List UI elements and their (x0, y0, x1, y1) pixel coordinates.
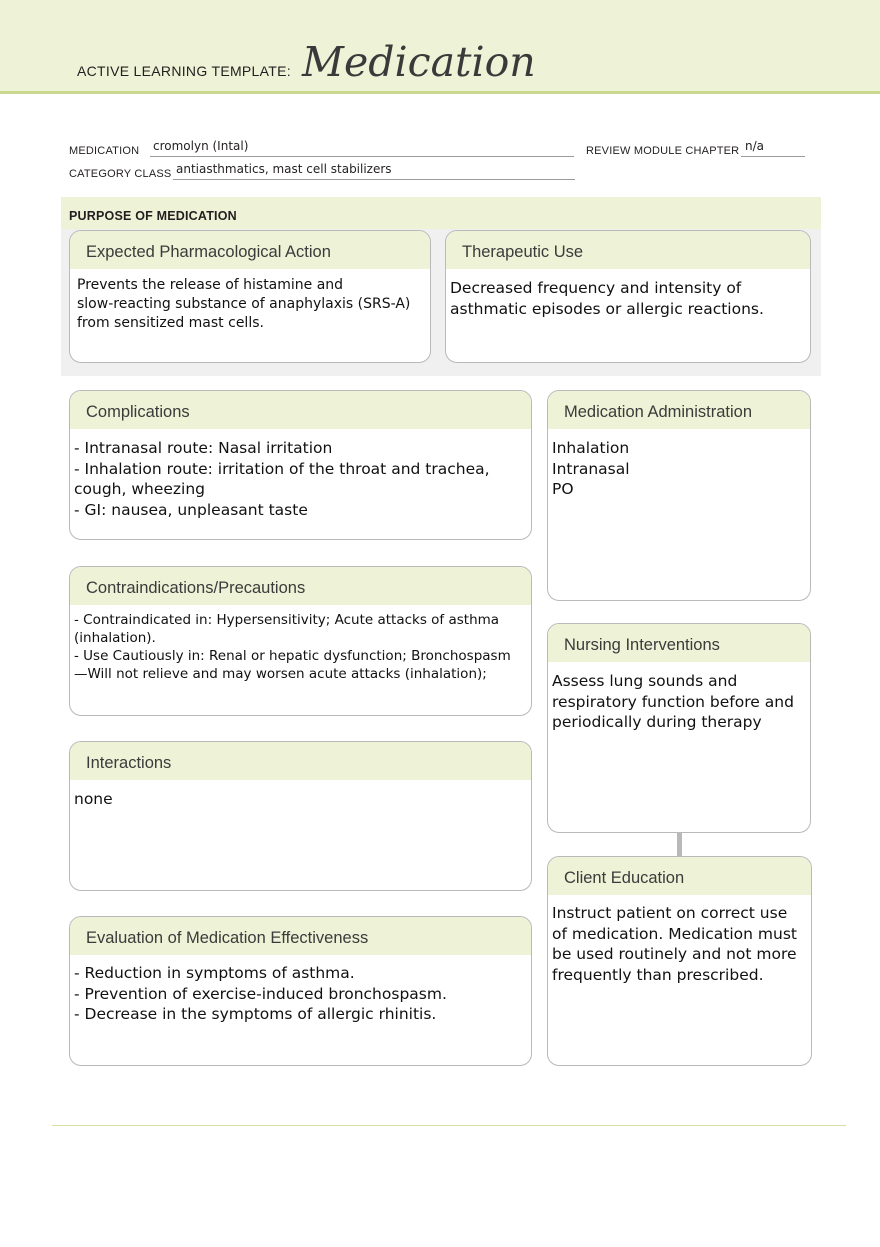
client-education-text[interactable]: Instruct patient on correct use of medication. Medication must be used routinely and not more frequently than prescribed. (552, 904, 797, 984)
review-module-label: REVIEW MODULE CHAPTER (586, 145, 740, 157)
evaluation-box (69, 916, 532, 1066)
header-divider (0, 91, 880, 94)
therapeutic-use-title: Therapeutic Use (462, 243, 584, 261)
medication-field[interactable]: cromolyn (Intal) (153, 139, 249, 153)
page-title: Medication (302, 38, 536, 86)
pharmacological-action-title: Expected Pharmacological Action (86, 243, 331, 261)
complications-text[interactable]: - Intranasal route: Nasal irritation - Inhalation route: irritation of the throat and trachea, cough, wheezing - GI: nausea, unpleasant taste (74, 439, 490, 519)
review-module-field[interactable]: n/a (745, 139, 765, 153)
contraindications-title: Contraindications/Precautions (86, 579, 306, 597)
medication-administration-text[interactable]: Inhalation Intranasal PO (552, 439, 630, 498)
medication-administration-title: Medication Administration (564, 403, 753, 421)
pharmacological-action-box (69, 230, 431, 363)
template-label: ACTIVE LEARNING TEMPLATE: (77, 63, 291, 79)
interactions-title: Interactions (86, 754, 172, 772)
medication-label: MEDICATION (69, 145, 140, 157)
contraindications-text[interactable]: - Contraindicated in: Hypersensitivity; Acute attacks of asthma (inhalation). - Use Cautiously in: Renal or hepatic dysfunction; Bronchospasm —Will not relieve and may worsen acute attacks (inhalation); (74, 612, 511, 682)
nursing-interventions-text[interactable]: Assess lung sounds and respiratory function before and periodically during therapy (552, 672, 794, 731)
category-class-field[interactable]: antiasthmatics, mast cell stabilizers (176, 162, 392, 176)
client-education-box (547, 856, 812, 1066)
nursing-interventions-title: Nursing Interventions (564, 636, 720, 654)
evaluation-title: Evaluation of Medication Effectiveness (86, 929, 369, 947)
category-class-underline (173, 179, 575, 180)
category-class-label: CATEGORY CLASS (69, 168, 172, 180)
client-education-title: Client Education (564, 869, 685, 887)
contraindications-box (69, 566, 532, 716)
connector-line (677, 832, 682, 856)
evaluation-text[interactable]: - Reduction in symptoms of asthma. - Prevention of exercise-induced bronchospasm. - Decrease in the symptoms of allergic rhinitis. (74, 964, 447, 1023)
medication-administration-box (547, 390, 811, 601)
purpose-label: PURPOSE OF MEDICATION (69, 209, 237, 223)
pharmacological-action-text[interactable]: Prevents the release of histamine and slow-reacting substance of anaphylaxis (SRS-A) from sensitized mast cells. (77, 277, 411, 331)
therapeutic-use-box (445, 230, 811, 363)
interactions-text[interactable]: none (74, 790, 113, 808)
complications-title: Complications (86, 403, 190, 421)
nursing-interventions-box (547, 623, 811, 833)
complications-box (69, 390, 532, 540)
medication-underline (150, 156, 574, 157)
therapeutic-use-text[interactable]: Decreased frequency and intensity of asthmatic episodes or allergic reactions. (450, 279, 764, 318)
review-module-underline (741, 156, 805, 157)
interactions-box (69, 741, 532, 891)
footer-divider (52, 1125, 846, 1126)
